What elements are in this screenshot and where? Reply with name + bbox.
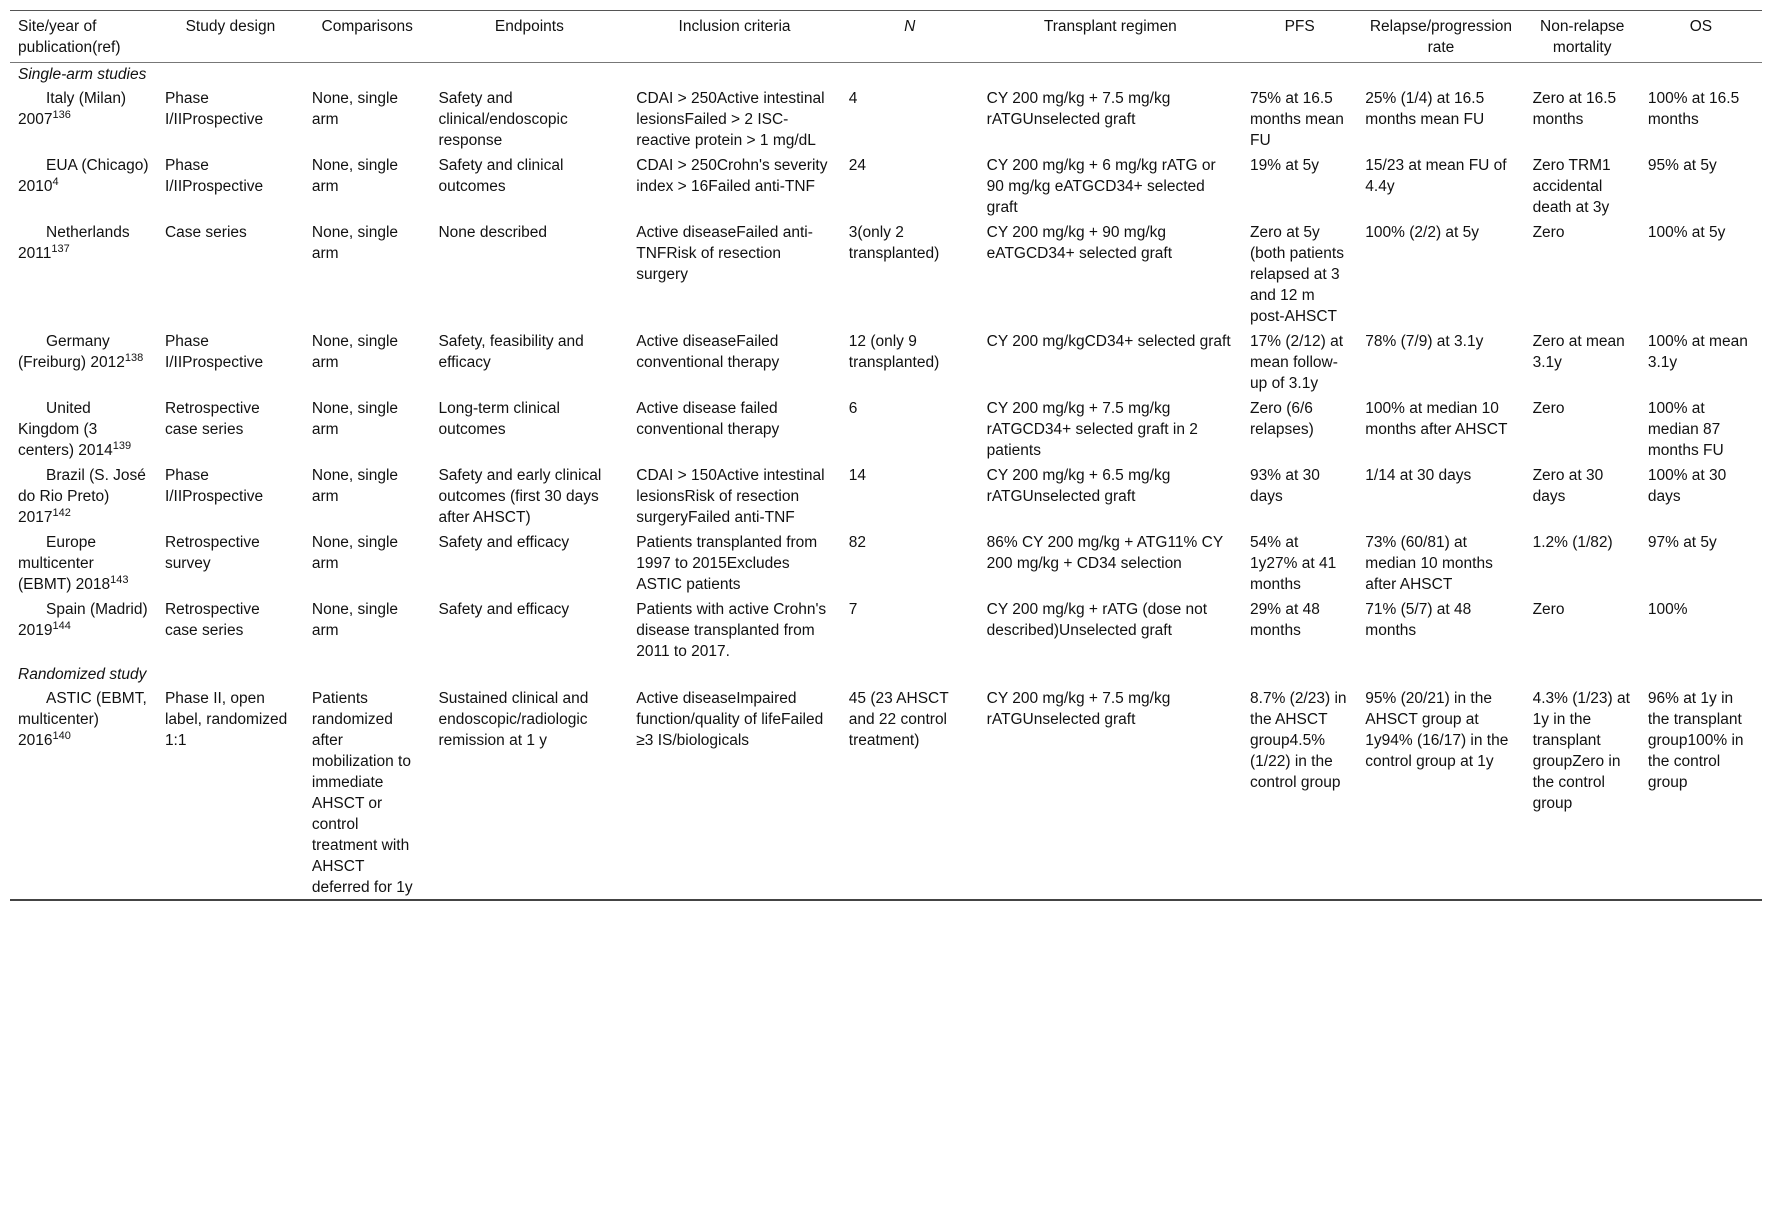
cell-design: Retrospective case series: [164, 400, 260, 438]
cell-nrm: Zero: [1532, 224, 1565, 241]
cell-endpoints: Safety, feasibility and efficacy: [438, 333, 584, 371]
cell-relapse: 100% at median 10 months after AHSCT: [1365, 400, 1508, 438]
table-row: [10, 685, 1762, 900]
cell-inclusion: Active diseaseImpaired function/quality of lifeFailed ≥3 IS/biologicals: [636, 690, 824, 749]
site-name: EUA (Chicago) 2010: [18, 157, 149, 195]
col-pfs: PFS: [1242, 11, 1357, 63]
table-row: [10, 219, 1762, 328]
cell-site: [10, 85, 157, 152]
cell-os: 100% at mean 3.1y: [1647, 333, 1748, 371]
cell-inclusion: CDAI > 250Crohn's severity index > 16Failed anti-TNF: [636, 157, 828, 195]
cell-comparisons: None, single arm: [311, 467, 399, 505]
header-row: [10, 11, 1762, 63]
cell-regimen: CY 200 mg/kg + rATG (dose not described)Unselected graft: [986, 601, 1208, 639]
cell-n: 14: [848, 467, 867, 484]
cell-design: Phase I/IIProspective: [164, 333, 264, 371]
cell-comparisons: None, single arm: [311, 534, 399, 572]
cell-regimen: CY 200 mg/kg + 90 mg/kg eATGCD34+ selected graft: [986, 224, 1173, 262]
cell-relapse: 95% (20/21) in the AHSCT group at 1y94% (16/17) in the control group at 1y: [1365, 690, 1509, 770]
cell-site: [10, 395, 157, 462]
cell-comparisons: None, single arm: [311, 333, 399, 371]
cell-comparisons: None, single arm: [311, 90, 399, 128]
studies-table: [10, 10, 1762, 901]
cell-design: Case series: [164, 224, 247, 241]
cell-pfs: 75% at 16.5 months mean FU: [1250, 90, 1344, 149]
cell-os: 100% at 30 days: [1647, 467, 1727, 505]
site-name: Netherlands 2011: [18, 224, 130, 262]
cell-inclusion: Active diseaseFailed anti-TNFRisk of resection surgery: [636, 224, 813, 283]
cell-pfs: Zero at 5y (both patients relapsed at 3 and 12 m post-AHSCT: [1250, 224, 1344, 325]
cell-nrm: Zero: [1532, 400, 1565, 417]
cell-design: Retrospective case series: [164, 601, 260, 639]
cell-n: 4: [848, 90, 858, 107]
site-name: Europe multicenter (EBMT) 2018: [18, 534, 111, 593]
cell-nrm: Zero at mean 3.1y: [1532, 333, 1625, 371]
cell-os: 95% at 5y: [1647, 157, 1717, 174]
col-relapse: Relapse/progression rate: [1357, 11, 1524, 63]
cell-nrm: Zero TRM1 accidental death at 3y: [1532, 157, 1611, 216]
site-name: Spain (Madrid) 2019: [18, 601, 148, 639]
cell-comparisons: Patients randomized after mobilization to immediate AHSCT or control treatment with AHSCT deferred for 1y: [311, 690, 413, 896]
table-row: [10, 328, 1762, 395]
col-nrm: Non-relapse mortality: [1525, 11, 1640, 63]
reference-number: 139: [112, 439, 132, 452]
cell-regimen: 86% CY 200 mg/kg + ATG11% CY 200 mg/kg + CD34 selection: [986, 534, 1223, 572]
cell-endpoints: None described: [438, 224, 548, 241]
cell-comparisons: None, single arm: [311, 400, 399, 438]
cell-n: 24: [848, 157, 867, 174]
table-row: [10, 462, 1762, 529]
site-name: United Kingdom (3 centers) 2014: [18, 400, 113, 459]
cell-nrm: Zero at 30 days: [1532, 467, 1604, 505]
cell-inclusion: Patients transplanted from 1997 to 2015Excludes ASTIC patients: [636, 534, 818, 593]
cell-n: 82: [848, 534, 867, 551]
cell-site: [10, 529, 157, 596]
cell-endpoints: Sustained clinical and endoscopic/radiologic remission at 1 y: [438, 690, 589, 749]
cell-comparisons: None, single arm: [311, 601, 399, 639]
cell-n: 45 (23 AHSCT and 22 control treatment): [848, 690, 949, 749]
cell-relapse: 100% (2/2) at 5y: [1365, 224, 1480, 241]
cell-inclusion: Patients with active Crohn's disease transplanted from 2011 to 2017.: [636, 601, 827, 660]
cell-endpoints: Safety and efficacy: [438, 601, 570, 618]
cell-pfs: 93% at 30 days: [1250, 467, 1320, 505]
cell-site: [10, 219, 157, 328]
col-comparisons: Comparisons: [304, 11, 431, 63]
col-n: N: [841, 11, 979, 63]
cell-relapse: 78% (7/9) at 3.1y: [1365, 333, 1484, 350]
site-name: ASTIC (EBMT, multicenter) 2016: [18, 690, 147, 749]
cell-endpoints: Safety and clinical outcomes: [438, 157, 564, 195]
col-inclusion: Inclusion criteria: [628, 11, 841, 63]
cell-relapse: 71% (5/7) at 48 months: [1365, 601, 1472, 639]
cell-os: 97% at 5y: [1647, 534, 1717, 551]
cell-regimen: CY 200 mg/kg + 7.5 mg/kg rATGUnselected graft: [986, 690, 1171, 728]
cell-pfs: 19% at 5y: [1250, 157, 1319, 174]
cell-regimen: CY 200 mg/kg + 6.5 mg/kg rATGUnselected graft: [986, 467, 1171, 505]
cell-relapse: 25% (1/4) at 16.5 months mean FU: [1365, 90, 1485, 128]
cell-relapse: 73% (60/81) at median 10 months after AHSCT: [1365, 534, 1493, 593]
cell-nrm: Zero: [1532, 601, 1565, 618]
cell-design: Phase II, open label, randomized 1:1: [164, 690, 288, 749]
cell-design: Phase I/IIProspective: [164, 90, 264, 128]
table-row: [10, 596, 1762, 663]
cell-n: 3(only 2 transplanted): [848, 224, 940, 262]
site-name: Germany (Freiburg) 2012: [18, 333, 125, 371]
cell-endpoints: Safety and early clinical outcomes (first 30 days after AHSCT): [438, 467, 602, 526]
cell-n: 12 (only 9 transplanted): [848, 333, 940, 371]
reference-number: 4: [52, 175, 59, 188]
cell-regimen: CY 200 mg/kgCD34+ selected graft: [986, 333, 1231, 350]
cell-inclusion: CDAI > 250Active intestinal lesionsFailed > 2 ISC-reactive protein > 1 mg/dL: [636, 90, 825, 149]
site-name: Italy (Milan) 2007: [18, 90, 127, 128]
cell-os: 96% at 1y in the transplant group100% in the control group: [1647, 690, 1744, 791]
cell-endpoints: Long-term clinical outcomes: [438, 400, 560, 438]
cell-nrm: Zero at 16.5 months: [1532, 90, 1617, 128]
reference-number: 137: [51, 242, 70, 255]
cell-os: 100% at median 87 months FU: [1647, 400, 1724, 459]
cell-comparisons: None, single arm: [311, 224, 399, 262]
cell-os: 100% at 16.5 months: [1647, 90, 1740, 128]
cell-site: [10, 152, 157, 219]
cell-n: 7: [848, 601, 858, 618]
col-regimen: Transplant regimen: [979, 11, 1242, 63]
reference-number: 138: [124, 351, 144, 364]
table-row: [10, 85, 1762, 152]
cell-pfs: Zero (6/6 relapses): [1250, 400, 1314, 438]
cell-inclusion: CDAI > 150Active intestinal lesionsRisk of resection surgeryFailed anti-TNF: [636, 467, 825, 526]
cell-endpoints: Safety and efficacy: [438, 534, 570, 551]
section-row: [10, 663, 1762, 685]
cell-os: 100%: [1647, 601, 1688, 618]
table-row: [10, 152, 1762, 219]
reference-number: 143: [110, 573, 129, 586]
col-design: Study design: [157, 11, 304, 63]
reference-number: 136: [52, 108, 71, 121]
reference-number: 142: [52, 506, 71, 519]
cell-os: 100% at 5y: [1647, 224, 1726, 241]
cell-comparisons: None, single arm: [311, 157, 399, 195]
cell-nrm: 1.2% (1/82): [1532, 534, 1613, 551]
cell-pfs: 8.7% (2/23) in the AHSCT group4.5% (1/22) in the control group: [1250, 690, 1347, 791]
col-site: Site/year of publication(ref): [10, 11, 157, 63]
cell-pfs: 54% at 1y27% at 41 months: [1250, 534, 1337, 593]
col-endpoints: Endpoints: [430, 11, 628, 63]
cell-design: Retrospective survey: [164, 534, 260, 572]
cell-design: Phase I/IIProspective: [164, 467, 264, 505]
cell-nrm: 4.3% (1/23) at 1y in the transplant groupZero in the control group: [1532, 690, 1630, 812]
table-row: [10, 529, 1762, 596]
col-os: OS: [1640, 11, 1762, 63]
section-label: Randomized study: [18, 666, 147, 683]
cell-regimen: CY 200 mg/kg + 7.5 mg/kg rATGUnselected graft: [986, 90, 1171, 128]
site-name: Brazil (S. José do Rio Preto) 2017: [18, 467, 146, 526]
cell-relapse: 15/23 at mean FU of 4.4y: [1365, 157, 1507, 195]
reference-number: 140: [52, 729, 71, 742]
cell-inclusion: Active disease failed conventional therapy: [636, 400, 780, 438]
cell-n: 6: [848, 400, 858, 417]
cell-design: Phase I/IIProspective: [164, 157, 264, 195]
cell-inclusion: Active diseaseFailed conventional therapy: [636, 333, 780, 371]
section-row: [10, 63, 1762, 86]
cell-site: [10, 685, 157, 900]
cell-pfs: 17% (2/12) at mean follow-up of 3.1y: [1250, 333, 1344, 392]
cell-site: [10, 462, 157, 529]
cell-relapse: 1/14 at 30 days: [1365, 467, 1472, 484]
section-label: Single-arm studies: [18, 66, 147, 83]
cell-site: [10, 328, 157, 395]
reference-number: 144: [52, 619, 71, 632]
table-row: [10, 395, 1762, 462]
cell-regimen: CY 200 mg/kg + 7.5 mg/kg rATGCD34+ selected graft in 2 patients: [986, 400, 1198, 459]
cell-regimen: CY 200 mg/kg + 6 mg/kg rATG or 90 mg/kg eATGCD34+ selected graft: [986, 157, 1216, 216]
cell-pfs: 29% at 48 months: [1250, 601, 1320, 639]
cell-site: [10, 596, 157, 663]
cell-endpoints: Safety and clinical/endoscopic response: [438, 90, 568, 149]
